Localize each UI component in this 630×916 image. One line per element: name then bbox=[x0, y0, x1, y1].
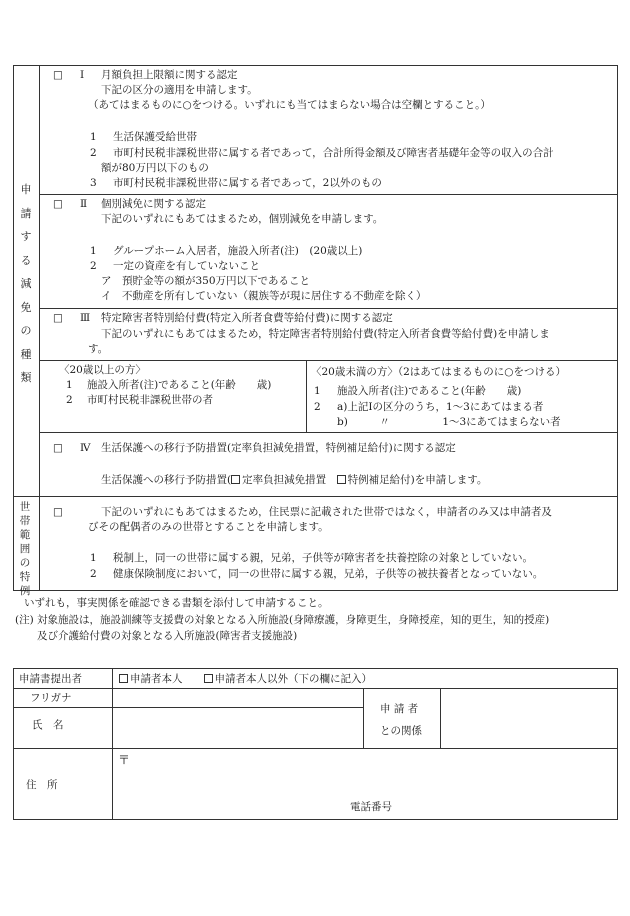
section-3-line: す。 bbox=[88, 343, 109, 355]
section-1-item-text: 額が80万円以下のもの bbox=[101, 162, 209, 174]
section-1-item-num: 1 bbox=[90, 131, 97, 143]
section-4-title: 生活保護への移行予防措置(定率負担減免措置，特例補足給付)に関する認定 bbox=[101, 442, 456, 454]
section-4-numeral: Ⅳ bbox=[80, 442, 91, 454]
section-2-item-text: グループホーム入居者，施設入所者(注) (20歳以上) bbox=[113, 245, 363, 257]
minor-item-text: a)上記Ⅰの区分のうち，1〜3にあてはまる者 bbox=[337, 401, 544, 413]
age-column-divider bbox=[306, 360, 307, 432]
section-4-line-suffix: )を申請します。 bbox=[410, 474, 488, 486]
relation-label: との関係 bbox=[380, 725, 422, 737]
section-2-item-num: 2 bbox=[90, 260, 97, 272]
note-label: (注) bbox=[15, 614, 34, 626]
section-3-numeral: Ⅲ bbox=[80, 312, 91, 324]
postal-mark: 〒 bbox=[118, 753, 131, 767]
furigana-label: フリガナ bbox=[30, 692, 72, 704]
minor-item-text: b) 〃 1〜3にあてはまらない者 bbox=[337, 416, 561, 428]
name-field[interactable] bbox=[113, 708, 362, 747]
reduction-types-side-label: 申請する減免の種類 bbox=[20, 183, 32, 384]
section-divider bbox=[39, 432, 618, 433]
special-supplement-checkbox[interactable] bbox=[337, 475, 346, 484]
section-1-checkbox[interactable]: □ bbox=[53, 69, 63, 81]
name-label: 氏 名 bbox=[32, 719, 64, 731]
relation-field[interactable] bbox=[441, 689, 617, 747]
section-2-item-text: 預貯金等の額が350万円以下であること bbox=[122, 275, 311, 287]
relation-label: 申 請 者 bbox=[380, 703, 419, 715]
household-exception-item-num: 1 bbox=[90, 552, 97, 564]
phone-label: 電話番号 bbox=[350, 801, 392, 813]
section-divider bbox=[39, 194, 618, 195]
minor-item-num: 1 bbox=[314, 385, 321, 397]
attachment-note: いずれも，事実関係を確認できる書類を添付して申請すること。 bbox=[24, 597, 329, 609]
section-divider bbox=[39, 308, 618, 309]
section-1-line: 下記の区分の適用を申請します。 bbox=[101, 84, 258, 96]
adult-item-num: 2 bbox=[66, 394, 73, 406]
household-exception-item-text: 健康保険制度において，同一の世帯に属する親，兄弟，子供等の被扶養者となっていない。 bbox=[113, 568, 544, 580]
special-supplement-label: 特例補足給付 bbox=[347, 474, 411, 486]
section-1-item-num: 3 bbox=[90, 177, 97, 189]
section-1-numeral: Ⅰ bbox=[80, 69, 85, 81]
household-exception-checkbox[interactable]: □ bbox=[53, 506, 63, 518]
section-3-line: 下記のいずれにもあてはまるため，特定障害者特別給付費(特定入所者食費等給付費)を申請しま bbox=[101, 328, 550, 340]
submitter-other-label: 申請者本人以外（下の欄に記入） bbox=[214, 673, 372, 685]
facility-note: 対象施設は，施設訓練等支援費の対象となる入所施設(身障療護，身障更生，身障授産，知的更生，知的授産) bbox=[37, 614, 550, 626]
address-field[interactable] bbox=[113, 749, 617, 797]
household-exception-side-label: 世帯範囲の特例 bbox=[19, 501, 31, 597]
section-1-item-text: 市町村民税非課税世帯に属する者であって，2以外のもの bbox=[113, 177, 382, 189]
section-1-item-text: 生活保護受給世帯 bbox=[113, 131, 197, 143]
adult-heading: 〈20歳以上の方〉 bbox=[59, 364, 146, 376]
household-exception-line: 下記のいずれにもあてはまるため，住民票に記載された世帯ではなく，申請者のみ又は申請者及 bbox=[101, 506, 552, 518]
minor-item-num: 2 bbox=[314, 401, 321, 413]
submitter-self-label: 申請者本人 bbox=[130, 673, 183, 685]
section-divider bbox=[39, 360, 618, 361]
section-2-line: 下記のいずれにもあてはまるため，個別減免を申請します。 bbox=[101, 213, 384, 225]
section-1-note: （あてはまるものに○をつける。いずれにも当てはまらない場合は空欄とすること。） bbox=[88, 99, 491, 111]
adult-item-text: 施設入所者(注)であること(年齢 歳) bbox=[87, 379, 272, 391]
submitter-other-checkbox[interactable] bbox=[204, 674, 213, 683]
section-2-title: 個別減免に関する認定 bbox=[101, 198, 206, 210]
section-2-item-num: ア bbox=[101, 275, 112, 287]
submitter-label: 申請書提出者 bbox=[19, 673, 82, 685]
household-exception-item-num: 2 bbox=[90, 568, 97, 580]
minor-heading: 〈20歳未満の方〉（2はあてはまるものに○をつける） bbox=[311, 366, 566, 378]
section-2-checkbox[interactable]: □ bbox=[53, 198, 63, 210]
section-4-line-prefix: 生活保護への移行予防措置( bbox=[101, 474, 232, 486]
section-3-title: 特定障害者特別給付費(特定入所者食費等給付費)に関する認定 bbox=[101, 312, 393, 324]
section-3-checkbox[interactable]: □ bbox=[53, 312, 63, 324]
address-label: 住 所 bbox=[26, 779, 58, 791]
submitter-self-checkbox[interactable] bbox=[119, 674, 128, 683]
section-2-numeral: Ⅱ bbox=[80, 198, 88, 210]
section-divider bbox=[13, 496, 618, 497]
furigana-field[interactable] bbox=[113, 689, 362, 706]
adult-item-num: 1 bbox=[66, 379, 73, 391]
section-2-item-text: 不動産を所有していない（親族等が現に居住する不動産を除く） bbox=[122, 290, 427, 302]
facility-note: 及び介護給付費の対象となる入所施設(障害者支援施設) bbox=[37, 630, 298, 642]
phone-field[interactable] bbox=[405, 799, 617, 817]
submitter-options bbox=[119, 672, 372, 686]
fixed-rate-reduction-checkbox[interactable] bbox=[231, 475, 240, 484]
fixed-rate-reduction-label: 定率負担減免措置 bbox=[242, 474, 327, 486]
section-2-item-num: 1 bbox=[90, 245, 97, 257]
household-exception-item-text: 税制上，同一の世帯に属する親，兄弟，子供等が障害者を扶養控除の対象としていない。 bbox=[113, 552, 533, 564]
minor-item-text: 施設入所者(注)であること(年齢 歳) bbox=[337, 385, 522, 397]
household-exception-line: びその配偶者のみの世帯とすることを申請します。 bbox=[88, 521, 329, 533]
section-1-item-text: 市町村民税非課税世帯に属する者であって，合計所得金額及び障害者基礎年金等の収入の合計 bbox=[113, 147, 554, 159]
section-1-title: 月額負担上限額に関する認定 bbox=[101, 69, 238, 81]
section-4-line bbox=[101, 473, 487, 487]
section-4-checkbox[interactable]: □ bbox=[53, 442, 63, 454]
side-label-divider bbox=[39, 65, 40, 591]
table-column-line bbox=[363, 688, 364, 748]
section-1-item-num: 2 bbox=[90, 147, 97, 159]
section-2-item-num: イ bbox=[101, 290, 112, 302]
adult-item-text: 市町村民税非課税世帯の者 bbox=[87, 394, 213, 406]
section-2-item-text: 一定の資産を有していないこと bbox=[113, 260, 260, 272]
